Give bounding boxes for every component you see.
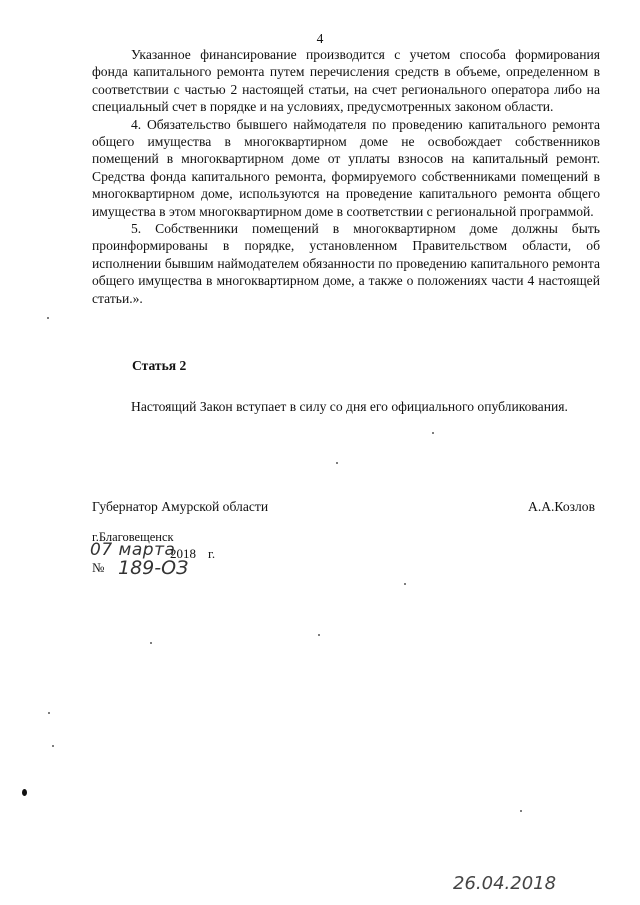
article-text [92, 398, 600, 415]
article-paragraph: Настоящий Закон вступает в силу со дня его официального опубликования. [131, 399, 568, 414]
place-of-signing: г.Благовещенск [92, 530, 174, 544]
scan-speck [52, 745, 54, 747]
scan-speck [150, 642, 152, 644]
law-text [92, 46, 600, 307]
scan-speck [336, 462, 338, 464]
governor-name: А.А.Козлов [528, 499, 595, 514]
scan-speck [520, 810, 522, 812]
scan-speck [22, 789, 27, 796]
scan-speck [47, 317, 49, 319]
date-year: 2018 [170, 546, 196, 561]
handwritten-date: 07 марта [90, 540, 176, 560]
scan-speck [404, 583, 406, 585]
page-number: 4 [316, 31, 324, 46]
governor-title: Губернатор Амурской области [92, 499, 269, 514]
scan-speck [318, 634, 320, 636]
paragraph-4: 4. Обязательство бывшего наймодателя по проведению капитального ремонта общего имущества в многоквартирном доме не освобождает собственников помещений в многоквартирном доме от уплаты взносов на капитальный ремонт. Средства фонда капитального ремонта, формируемого собственниками помещений в многоквартирном доме, используются на проведение капитального ремонта общего имущества в этом многоквартирном доме в соответствии с региональной программой. [92, 116, 600, 219]
handwritten-receipt-date: 26.04.2018 [453, 873, 557, 894]
signature-block [92, 499, 595, 515]
scan-speck [432, 432, 434, 434]
handwritten-law-number: 189-ОЗ [118, 557, 189, 579]
date-suffix: г. [208, 546, 216, 561]
paragraph-5: 5. Собственники помещений в многоквартирном доме должны быть проинформированы в порядке, установленном Правительством области, об исполнении бывшим наймодателем обязанности по проведению капитального ремонта общего имущества в многоквартирном доме, а также о положениях части 4 настоящей статьи.». [92, 221, 600, 306]
number-sign: № [92, 560, 105, 575]
scan-speck [48, 712, 50, 714]
article-heading: Статья 2 [132, 358, 187, 373]
paragraph-financing: Указанное финансирование производится с учетом способа формирования фонда капитального ремонта путем перечисления средств в объеме, определенном в соответствии с частью 2 настоящей статьи, на счет регионального оператора либо на специальный счет в порядке и на условиях, предусмотренных законом области. [92, 47, 600, 115]
